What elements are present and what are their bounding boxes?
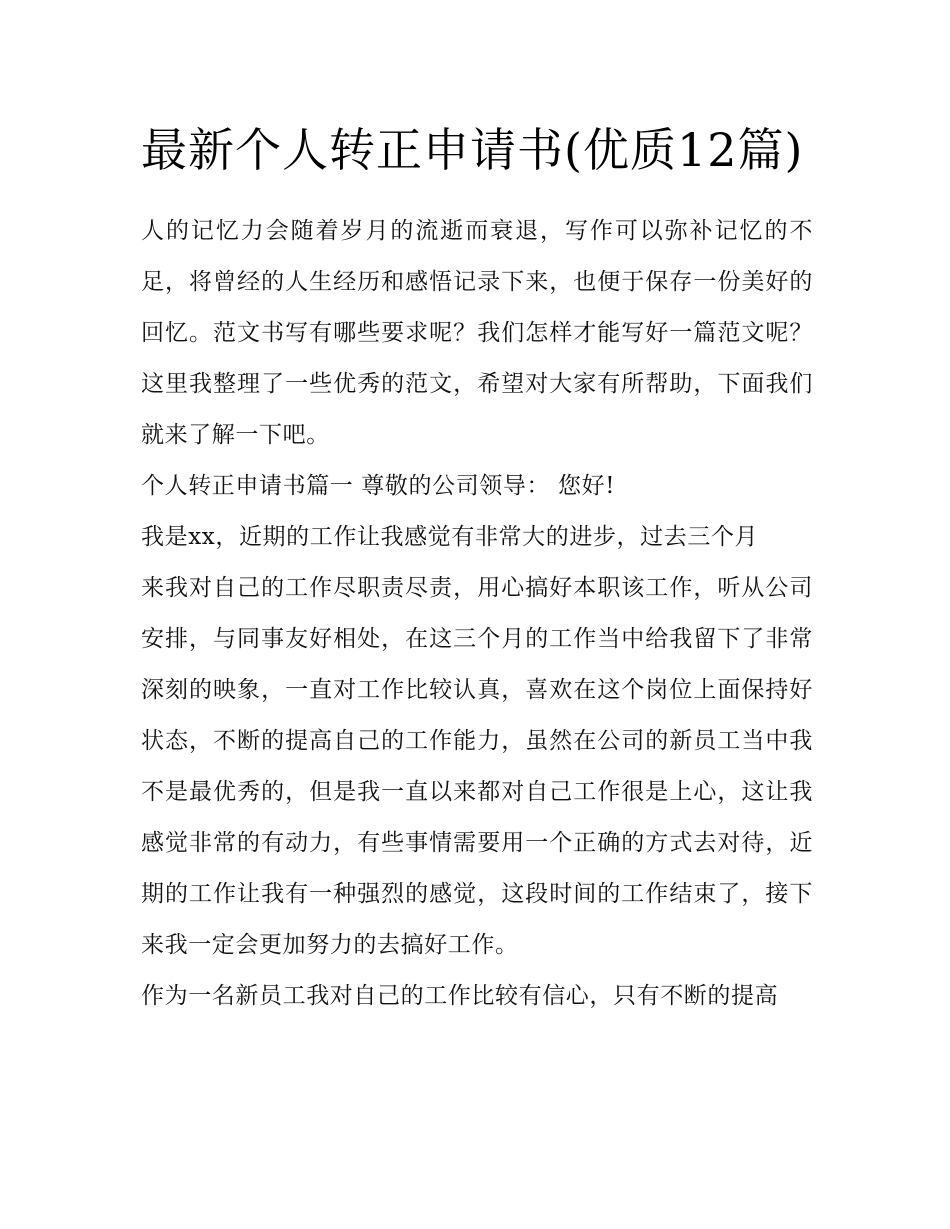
intro-paragraph: 人的记忆力会随着岁月的流逝而衰退，写作可以弥补记忆的不足，将曾经的人生经历和感悟记录下来，也便于保存一份美好的回忆。范文书写有哪些要求呢？我们怎样才能写好一篇范文呢？这里我整理了一些优秀的范文，希望对大家有所帮助，下面我们就来了解一下吧。 <box>141 218 813 448</box>
body-paragraph: 我是xx，近期的工作让我感觉有非常大的进步，过去三个月 <box>141 524 759 550</box>
letter-heading: 个人转正申请书篇一 尊敬的公司领导： 您好! <box>141 473 616 499</box>
document-page <box>141 112 813 1022</box>
body-paragraph: 作为一名新员工我对自己的工作比较有信心，只有不断的提高 <box>141 983 779 1009</box>
document-title: 最新个人转正申请书(优质12篇) <box>141 123 804 177</box>
body-paragraph: 来我对自己的工作尽职责尽责，用心搞好本职该工作，听从公司安排，与同事友好相处，在这三个月的工作当中给我留下了非常深刻的映象，一直对工作比较认真，喜欢在这个岗位上面保持好状态，不断的提高自己的工作能力，虽然在公司的新员工当中我不是最优秀的，但是我一直以来都对自己工作很是上心，这让我感觉非常的有动力，有些事情需要用一个正确的方式去对待，近期的工作让我有一种强烈的感觉，这段时间的工作结束了，接下来我一定会更加努力的去搞好工作。 <box>141 575 813 958</box>
